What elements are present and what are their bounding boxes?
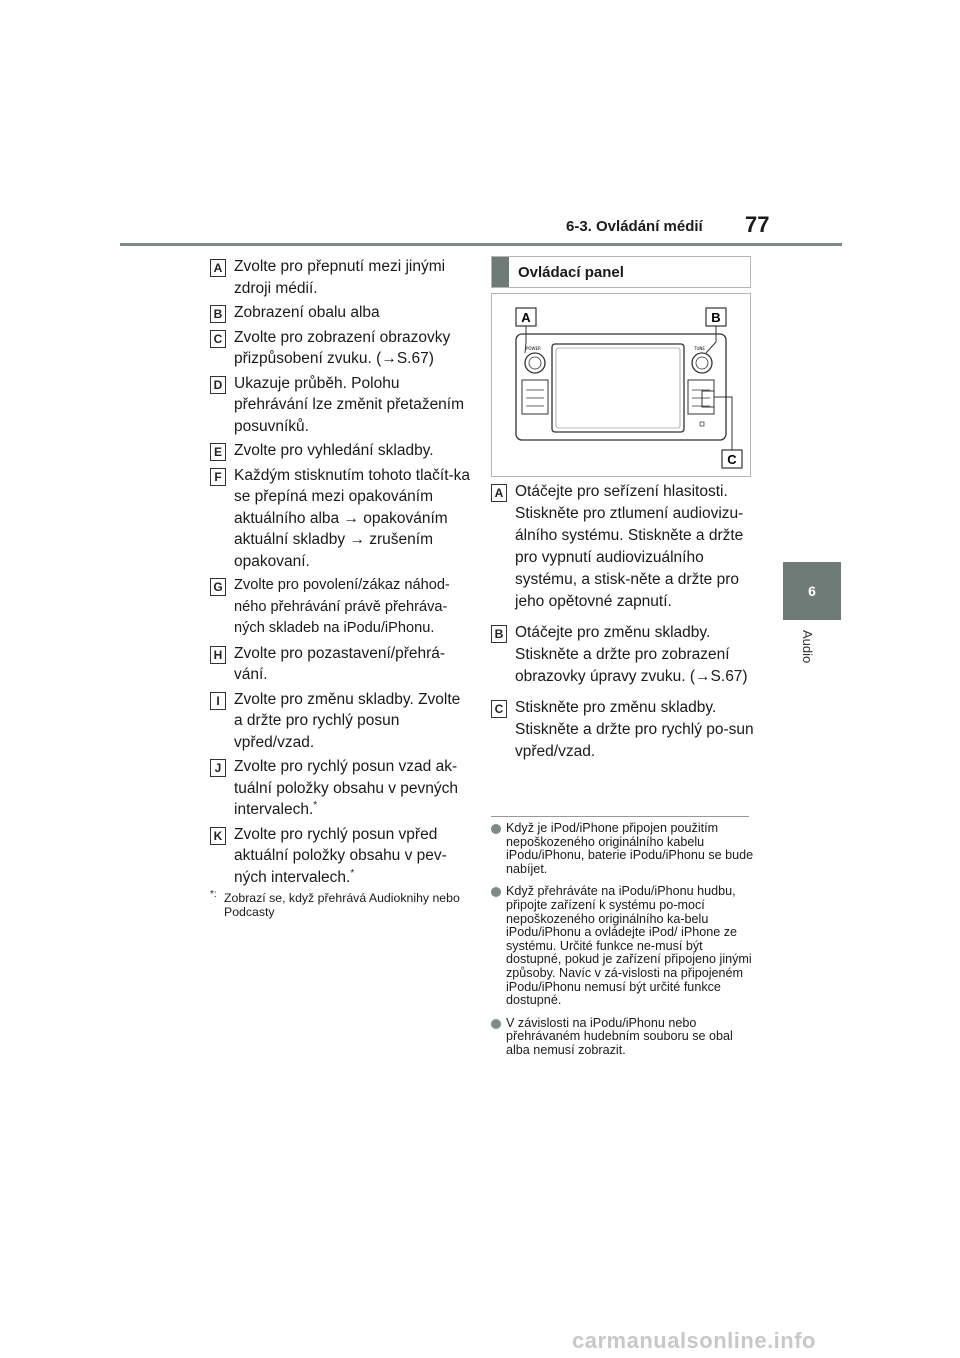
- figure-callout-a: A: [521, 310, 531, 325]
- figure-callout-b: B: [711, 310, 721, 325]
- chapter-tab: 6: [783, 562, 841, 620]
- figure-callout-c: C: [727, 452, 737, 467]
- left-column: [210, 256, 472, 919]
- label-badge: G: [210, 578, 226, 596]
- svg-text:TUNE: TUNE: [694, 346, 705, 351]
- note-text: V závislosti na iPodu/iPhonu nebo přehrávaném hudebním souboru se obal alba nemusí zobrazit.: [506, 1015, 733, 1057]
- item-text: Zvolte pro změnu skladby. Zvolte a držte pro rychlý posun vpřed/vzad.: [234, 690, 461, 751]
- control-panel-figure: [491, 293, 751, 477]
- bullet-icon: [491, 824, 501, 834]
- label-badge: D: [210, 376, 226, 394]
- footnote-text: Zobrazí se, když přehrává Audioknihy nebo Podcasty: [224, 891, 460, 919]
- list-item: [210, 373, 472, 438]
- item-text: Zvolte pro zobrazení obrazovky přizpůsobení zvuku. (→S.67): [234, 328, 451, 367]
- footnote-ref: *: [350, 867, 355, 879]
- label-badge: J: [210, 759, 226, 777]
- page-number: 77: [745, 212, 770, 237]
- item-text: Zvolte pro vyhledání skladby.: [234, 442, 434, 459]
- item-text: Stiskněte pro změnu skladby. Stiskněte a držte pro rychlý po-sun vpřed/vzad.: [515, 699, 754, 760]
- note-text: Když je iPod/iPhone připojen použitím nepoškozeného originálního kabelu iPodu/iPhonu, baterie iPodu/iPhonu se bude nabíjet.: [506, 821, 754, 876]
- label-badge: C: [210, 330, 226, 348]
- item-text: Zvolte pro povolení/zákaz náhod-ného přehrávání právě přehráva-ných skladeb na iPodu/iPhonu.: [234, 577, 450, 636]
- list-item: [210, 440, 472, 462]
- item-text: Ukazuje průběh. Polohu přehrávání lze změnit přetažením posuvníků.: [234, 374, 465, 435]
- label-badge: F: [210, 468, 226, 486]
- notes-rule: [491, 816, 749, 817]
- item-text: Otáčejte pro změnu skladby. Stiskněte a držte pro zobrazení obrazovky úpravy zvuku. (→S.67): [515, 624, 748, 685]
- footnote-ref: *: [313, 799, 318, 811]
- panel-heading-box: [491, 256, 751, 288]
- list-item: [491, 697, 755, 763]
- list-item: [210, 689, 472, 754]
- list-item: [210, 575, 472, 640]
- label-badge: K: [210, 827, 226, 845]
- label-badge: H: [210, 646, 226, 664]
- footnote-mark: *:: [210, 889, 217, 900]
- bullet-icon: [491, 1019, 501, 1029]
- list-item: [210, 302, 472, 324]
- tune-knob: [692, 353, 712, 373]
- bullet-icon: [491, 887, 501, 897]
- control-panel-illustration: [492, 294, 750, 476]
- item-text: Zvolte pro pozastavení/přehrá-vání.: [234, 644, 446, 683]
- chapter-label: Audio: [800, 630, 815, 664]
- note-item: [491, 822, 755, 876]
- header-rule: [120, 243, 842, 246]
- right-column: [491, 481, 755, 772]
- item-text: Otáčejte pro seřízení hlasitosti. Stiskněte pro ztlumení audiovizu-álního systému. Stiskněte a držte pro vypnutí audiovizuálního systému, a stisk-něte a držte pro jeho opětovné zapnutí.: [515, 483, 744, 610]
- note-item: [491, 1017, 755, 1058]
- label-badge: I: [210, 692, 226, 710]
- item-text: Zvolte pro přepnutí mezi jinými zdroji médií.: [234, 258, 446, 297]
- notes: [491, 822, 755, 1067]
- volume-knob: [525, 353, 545, 373]
- item-text: [234, 756, 472, 821]
- item-text: Každým stisknutím tohoto tlačít-ka se přepíná mezi opakováním aktuálního alba → opakováním aktuální skladby → zrušením opakovaní.: [234, 466, 471, 570]
- item-text: [234, 824, 472, 889]
- section-title: 6-3. Ovládání médií: [566, 218, 703, 235]
- label-badge: C: [491, 700, 507, 718]
- item-text: Zobrazení obalu alba: [234, 304, 380, 321]
- list-item: [210, 756, 472, 821]
- list-item: [210, 465, 472, 573]
- item-text-body: Zvolte pro rychlý posun vpřed aktuální položky obsahu v pev-ných intervalech.: [234, 825, 447, 886]
- list-item: [210, 643, 472, 686]
- list-item: [210, 824, 472, 889]
- svg-text:POWER: POWER: [526, 346, 541, 351]
- label-badge: E: [210, 443, 226, 461]
- list-item: [210, 256, 472, 299]
- list-item: [210, 327, 472, 370]
- panel-heading: Ovládací panel: [518, 263, 624, 281]
- note-item: [491, 885, 755, 1007]
- panel-heading-bar: [492, 257, 509, 287]
- list-item: [491, 622, 755, 688]
- label-badge: A: [491, 484, 507, 502]
- label-badge: B: [210, 305, 226, 323]
- watermark: carmanualsonline.info: [572, 1328, 816, 1353]
- label-badge: B: [491, 625, 507, 643]
- item-text-body: Zvolte pro rychlý posun vzad ak-tuální položky obsahu v pevných intervalech.: [234, 758, 459, 818]
- label-badge: A: [210, 259, 226, 277]
- list-item: [491, 481, 755, 613]
- footnote: [210, 891, 472, 919]
- note-text: Když přehráváte na iPodu/iPhonu hudbu, připojte zařízení k systému po-mocí nepoškozeného originálního ka-belu iPodu/iPhonu a ovládejte iPod/ iPhone ze systému. Určité funkce ne-musí být dostupné, pokud je zařízení připojeno jinými způsoby. Navíc v zá-vislosti na připojeném iPodu/iPhonu nemusí být určité funkce dostupné.: [506, 884, 752, 1008]
